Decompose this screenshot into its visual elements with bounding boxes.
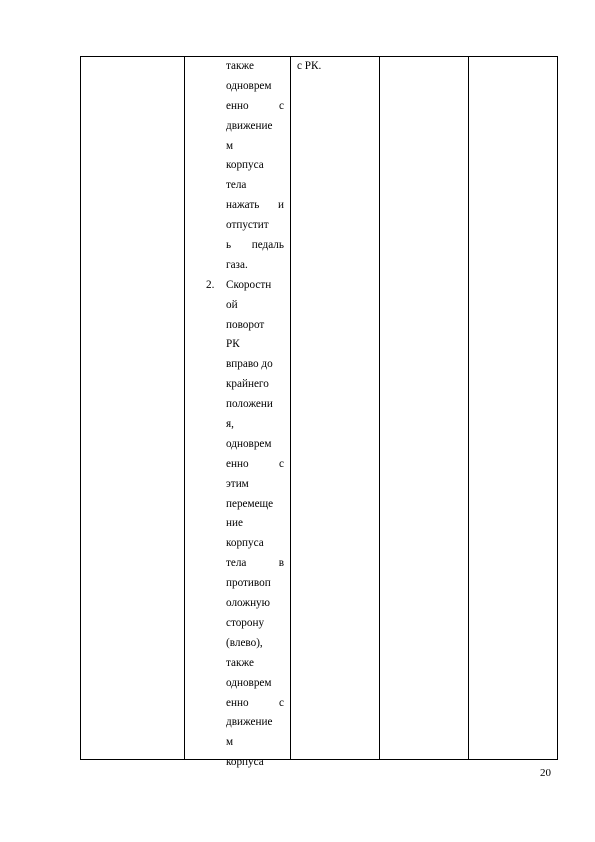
text-line [226, 435, 284, 455]
text-word: корпуса [226, 159, 264, 172]
text-line [226, 216, 284, 236]
text-word: этим [226, 477, 249, 490]
text-line [226, 156, 284, 176]
text-word: м [226, 139, 234, 152]
text-word: корпуса [226, 756, 264, 769]
text-line [226, 694, 284, 714]
text-word: оложную [226, 597, 271, 610]
text-word: движение [226, 716, 273, 729]
text-word: сторону [226, 616, 265, 629]
text-word: и [278, 199, 284, 212]
text-line [226, 137, 284, 157]
text-word: тела [226, 179, 247, 192]
text-line [226, 375, 284, 395]
column-divider [184, 57, 185, 759]
text-line [226, 614, 284, 634]
content-table [80, 56, 558, 760]
text-line [226, 634, 284, 654]
text-word: м [226, 736, 234, 749]
text-line [226, 276, 284, 296]
text-word: ь [226, 239, 232, 252]
text-word: с [279, 696, 284, 709]
text-word: енно [226, 99, 249, 112]
text-word: положени [226, 398, 273, 411]
text-word: ние [226, 517, 243, 530]
text-line [226, 176, 284, 196]
text-line [226, 256, 284, 276]
text-line [226, 514, 284, 534]
text-word: нажать [226, 199, 260, 212]
text-word: перемеще [226, 497, 274, 510]
text-word: отпустит [226, 219, 269, 232]
text-line [226, 534, 284, 554]
text-word: в [278, 557, 284, 570]
text-line [226, 335, 284, 355]
text-line [226, 196, 284, 216]
text-word: вправо до [226, 358, 273, 371]
text-word: педаль [251, 239, 284, 252]
text-line [226, 574, 284, 594]
text-line [226, 753, 284, 773]
text-line [226, 316, 284, 336]
text-line [226, 554, 284, 574]
text-word: одноврем [226, 437, 272, 450]
text-line [226, 117, 284, 137]
text-line [226, 395, 284, 415]
text-word: движение [226, 119, 273, 132]
text-line [226, 733, 284, 753]
text-line [226, 455, 284, 475]
text-word: газа. [226, 258, 248, 271]
text-word: тела [226, 557, 247, 570]
text-word: крайнего [226, 378, 269, 391]
text-word: с [279, 99, 284, 112]
column-divider [468, 57, 469, 759]
text-line [226, 57, 284, 77]
text-word: Скоростн [226, 278, 272, 291]
text-line [226, 713, 284, 733]
text-word: енно [226, 457, 249, 470]
text-line [226, 97, 284, 117]
text-word: енно [226, 696, 249, 709]
text-word: одноврем [226, 79, 272, 92]
text-word: ой [226, 298, 238, 311]
text-line [226, 77, 284, 97]
text-word: одноврем [226, 676, 272, 689]
column-divider [290, 57, 291, 759]
text-line [226, 475, 284, 495]
text-word: также [226, 60, 254, 72]
text-word: РК [226, 338, 240, 351]
text-word: с [279, 457, 284, 470]
column-divider [379, 57, 380, 759]
instruction-list-cell [226, 57, 284, 773]
cell-text: с РК. [297, 60, 322, 72]
text-word: поворот [226, 318, 265, 331]
text-line [226, 236, 284, 256]
text-word: я, [226, 418, 234, 431]
text-word: корпуса [226, 537, 264, 550]
page-number: 20 [540, 767, 551, 779]
text-line [226, 674, 284, 694]
list-item-number: 2. [206, 278, 215, 291]
text-line [226, 654, 284, 674]
text-line [226, 355, 284, 375]
text-line [226, 415, 284, 435]
text-word: (влево), [226, 636, 263, 649]
text-line [226, 495, 284, 515]
text-line [226, 296, 284, 316]
text-word: также [226, 656, 254, 669]
text-word: противоп [226, 577, 271, 590]
text-line [226, 594, 284, 614]
